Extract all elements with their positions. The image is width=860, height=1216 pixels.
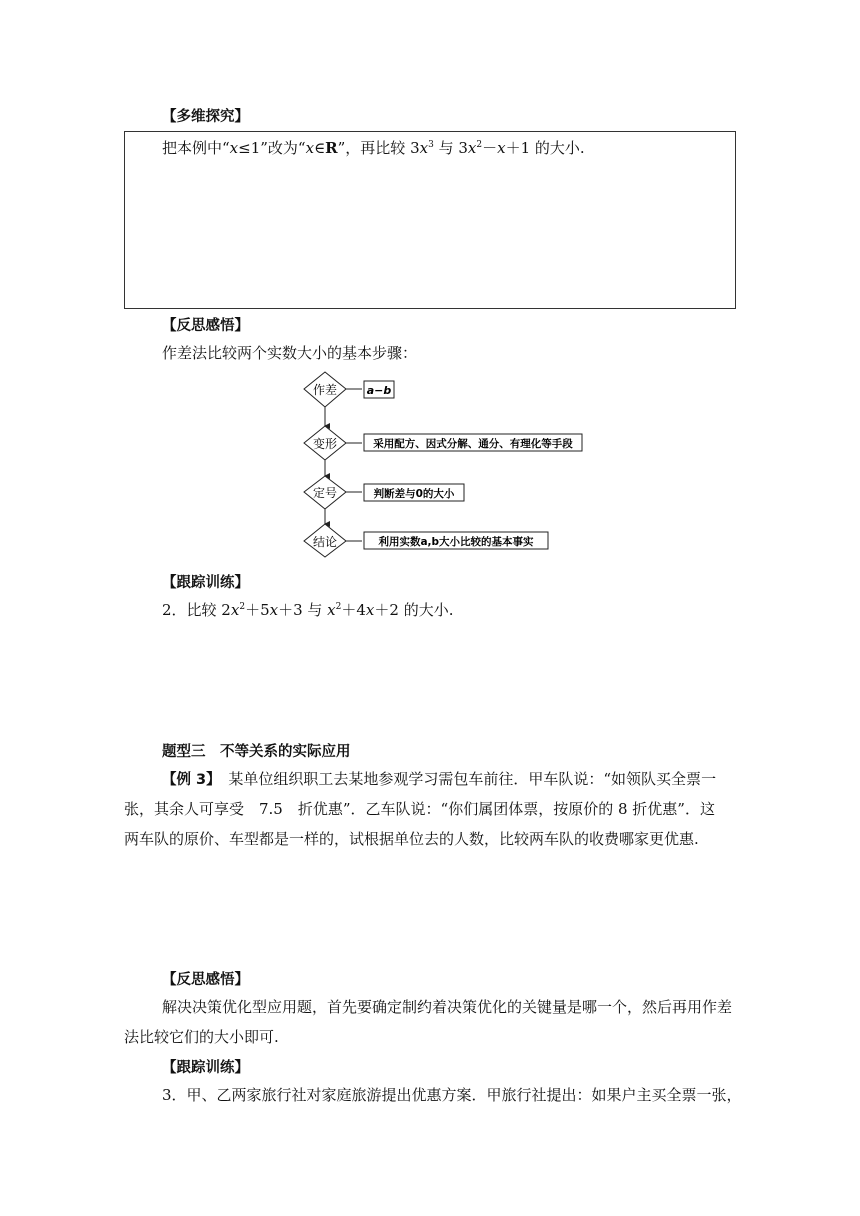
example-3-line-3: 两车队的原价、车型都是一样的，试根据单位去的人数，比较两车队的收费哪家更优惠.	[124, 830, 699, 848]
topic-three-title: 题型三 不等关系的实际应用	[162, 744, 351, 760]
flow-desc-4: 利用实数a,b大小比较的基本事实	[378, 536, 534, 548]
flow-label-1: 作差	[312, 383, 338, 397]
heading-reflection-2: 【反思感悟】	[162, 972, 249, 988]
flow-step-1	[304, 372, 394, 407]
flow-label-3: 定号	[312, 486, 338, 500]
flow-desc-2: 采用配方、因式分解、通分、有理化等手段	[373, 438, 573, 450]
flow-desc-3: 判断差与0的大小	[373, 488, 455, 500]
heading-reflection: 【反思感悟】	[162, 318, 249, 334]
flow-step-4	[304, 524, 548, 557]
flow-step-3	[304, 476, 464, 509]
flow-desc-1: a−b	[366, 384, 392, 397]
reflection-2-line-1: 解决决策优化型应用题，首先要确定制约着决策优化的关键量是哪一个，然后再用作差	[162, 998, 733, 1016]
heading-follow-up-2: 【跟踪训练】	[162, 1060, 249, 1076]
question-2: 2．比较 $2x^2+5x+3$ 与 $x^2+4x+2$ 的大小.	[162, 601, 454, 619]
question-3-line-1: 3．甲、乙两家旅行社对家庭旅游提出优惠方案．甲旅行社提出：如果户主买全票一张，	[162, 1086, 742, 1104]
example-3-line-1: 【例 3】 某单位组织职工去某地参观学习需包车前往．甲车队说：“如领队买全票一	[162, 770, 717, 788]
box-question: 把本例中“x≤1”改为“x∈R”，再比较 $3x^3$ 与 $3x^2-x+1$ 的大小.	[162, 139, 585, 157]
flow-step-2	[304, 426, 582, 460]
example-3-line-2: 张，其余人可享受 7.5 折优惠”．乙车队说：“你们属团体票，按原价的 8 折优惠”．这	[124, 800, 715, 818]
flow-label-4: 结论	[312, 535, 338, 549]
flowchart	[290, 368, 600, 558]
heading-follow-up-1: 【跟踪训练】	[162, 575, 249, 591]
heading-multi-explore: 【多维探究】	[162, 109, 249, 125]
reflection-2-line-2: 法比较它们的大小即可.	[124, 1028, 279, 1046]
flow-label-2: 变形	[312, 437, 338, 451]
reflection-intro: 作差法比较两个实数大小的基本步骤：	[162, 344, 418, 362]
